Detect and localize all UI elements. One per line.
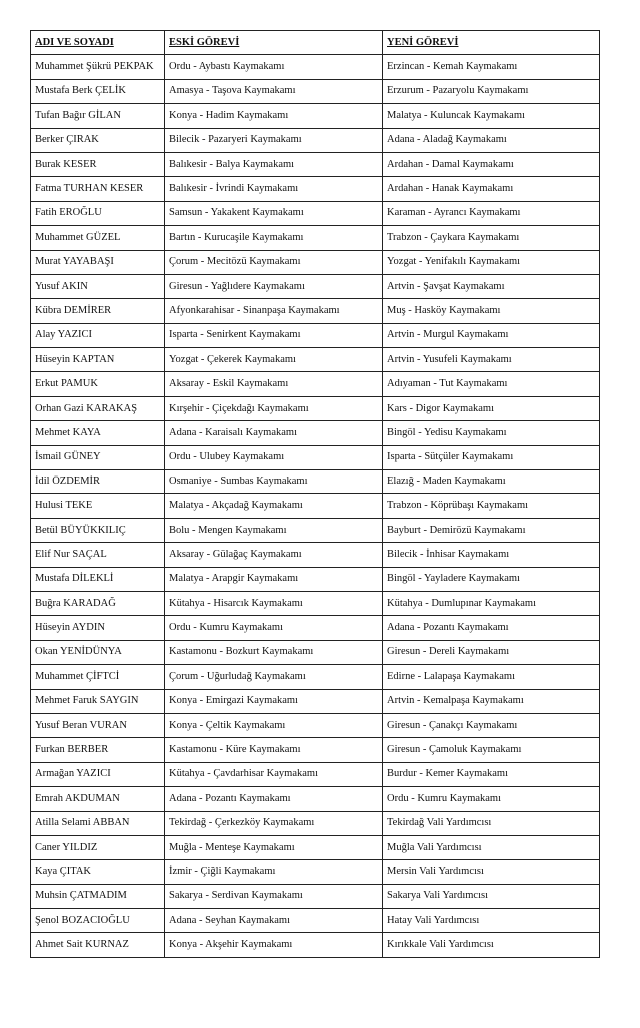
cell-old-position: Giresun - Yağlıdere Kaymakamı <box>165 274 383 298</box>
cell-new-position: Artvin - Şavşat Kaymakamı <box>383 274 600 298</box>
cell-name: Murat YAYABAŞI <box>31 250 165 274</box>
cell-name: Mustafa Berk ÇELİK <box>31 79 165 103</box>
table-row <box>31 299 600 323</box>
cell-new-position: Hatay Vali Yardımcısı <box>383 909 600 933</box>
cell-old-position: Konya - Akşehir Kaymakamı <box>165 933 383 957</box>
table-row <box>31 396 600 420</box>
cell-new-position: Bingöl - Yedisu Kaymakamı <box>383 421 600 445</box>
cell-name: Buğra KARADAĞ <box>31 591 165 615</box>
cell-new-position: Muş - Hasköy Kaymakamı <box>383 299 600 323</box>
cell-old-position: Isparta - Senirkent Kaymakamı <box>165 323 383 347</box>
table-row <box>31 445 600 469</box>
cell-name: Orhan Gazi KARAKAŞ <box>31 396 165 420</box>
cell-name: Betül BÜYÜKKILIÇ <box>31 518 165 542</box>
table-row <box>31 421 600 445</box>
cell-old-position: Afyonkarahisar - Sinanpaşa Kaymakamı <box>165 299 383 323</box>
cell-new-position: Erzurum - Pazaryolu Kaymakamı <box>383 79 600 103</box>
cell-name: Kaya ÇITAK <box>31 860 165 884</box>
table-row <box>31 640 600 664</box>
cell-name: Hüseyin KAPTAN <box>31 348 165 372</box>
cell-new-position: Tekirdağ Vali Yardımcısı <box>383 811 600 835</box>
cell-new-position: Erzincan - Kemah Kaymakamı <box>383 55 600 79</box>
table-row <box>31 323 600 347</box>
cell-old-position: Kastamonu - Küre Kaymakamı <box>165 738 383 762</box>
cell-old-position: Konya - Emirgazi Kaymakamı <box>165 689 383 713</box>
table-row <box>31 372 600 396</box>
table-row <box>31 787 600 811</box>
cell-new-position: Adana - Pozantı Kaymakamı <box>383 616 600 640</box>
cell-old-position: Yozgat - Çekerek Kaymakamı <box>165 348 383 372</box>
table-row <box>31 274 600 298</box>
cell-new-position: Mersin Vali Yardımcısı <box>383 860 600 884</box>
cell-old-position: İzmir - Çiğli Kaymakamı <box>165 860 383 884</box>
table-row <box>31 201 600 225</box>
cell-name: Mehmet KAYA <box>31 421 165 445</box>
table-header-row <box>31 31 600 55</box>
table-row <box>31 567 600 591</box>
table-row <box>31 494 600 518</box>
cell-old-position: Çorum - Mecitözü Kaymakamı <box>165 250 383 274</box>
cell-name: Muhammet GÜZEL <box>31 226 165 250</box>
cell-name: Fatma TURHAN KESER <box>31 177 165 201</box>
cell-new-position: Ordu - Kumru Kaymakamı <box>383 787 600 811</box>
cell-new-position: Kırıkkale Vali Yardımcısı <box>383 933 600 957</box>
table-row <box>31 128 600 152</box>
cell-name: İsmail GÜNEY <box>31 445 165 469</box>
cell-name: Elif Nur SAÇAL <box>31 543 165 567</box>
cell-name: Şenol BOZACIOĞLU <box>31 909 165 933</box>
cell-old-position: Adana - Seyhan Kaymakamı <box>165 909 383 933</box>
cell-old-position: Ordu - Kumru Kaymakamı <box>165 616 383 640</box>
table-row <box>31 689 600 713</box>
cell-new-position: Isparta - Sütçüler Kaymakamı <box>383 445 600 469</box>
cell-name: Kübra DEMİRER <box>31 299 165 323</box>
cell-new-position: Karaman - Ayrancı Kaymakamı <box>383 201 600 225</box>
cell-new-position: Sakarya Vali Yardımcısı <box>383 884 600 908</box>
table-row <box>31 933 600 957</box>
table-row <box>31 543 600 567</box>
cell-old-position: Kütahya - Hisarcık Kaymakamı <box>165 591 383 615</box>
table-row <box>31 226 600 250</box>
cell-name: Muhammet ÇİFTCİ <box>31 665 165 689</box>
cell-name: Ahmet Sait KURNAZ <box>31 933 165 957</box>
table-row <box>31 762 600 786</box>
cell-old-position: Kütahya - Çavdarhisar Kaymakamı <box>165 762 383 786</box>
cell-old-position: Çorum - Uğurludağ Kaymakamı <box>165 665 383 689</box>
cell-name: Hüseyin AYDIN <box>31 616 165 640</box>
table-row <box>31 55 600 79</box>
cell-name: Berker ÇIRAK <box>31 128 165 152</box>
cell-old-position: Malatya - Arapgir Kaymakamı <box>165 567 383 591</box>
header-name: ADI VE SOYADI <box>31 31 165 55</box>
cell-new-position: Bilecik - İnhisar Kaymakamı <box>383 543 600 567</box>
cell-name: Furkan BERBER <box>31 738 165 762</box>
table-row <box>31 152 600 176</box>
cell-new-position: Yozgat - Yenifakılı Kaymakamı <box>383 250 600 274</box>
table-row <box>31 616 600 640</box>
table-row <box>31 811 600 835</box>
table-row <box>31 835 600 859</box>
cell-name: Yusuf Beran VURAN <box>31 713 165 737</box>
cell-new-position: Trabzon - Çaykara Kaymakamı <box>383 226 600 250</box>
cell-new-position: Trabzon - Köprübaşı Kaymakamı <box>383 494 600 518</box>
cell-name: Muhsin ÇATMADIM <box>31 884 165 908</box>
cell-old-position: Kırşehir - Çiçekdağı Kaymakamı <box>165 396 383 420</box>
cell-name: Atilla Selami ABBAN <box>31 811 165 835</box>
table-row <box>31 860 600 884</box>
cell-new-position: Adıyaman - Tut Kaymakamı <box>383 372 600 396</box>
cell-old-position: Malatya - Akçadağ Kaymakamı <box>165 494 383 518</box>
header-new-position: YENİ GÖREVİ <box>383 31 600 55</box>
cell-new-position: Artvin - Yusufeli Kaymakamı <box>383 348 600 372</box>
table-row <box>31 738 600 762</box>
cell-old-position: Adana - Pozantı Kaymakamı <box>165 787 383 811</box>
cell-new-position: Bingöl - Yayladere Kaymakamı <box>383 567 600 591</box>
table-row <box>31 79 600 103</box>
cell-name: Muhammet Şükrü PEKPAK <box>31 55 165 79</box>
cell-new-position: Giresun - Çanakçı Kaymakamı <box>383 713 600 737</box>
cell-new-position: Ardahan - Damal Kaymakamı <box>383 152 600 176</box>
cell-new-position: Burdur - Kemer Kaymakamı <box>383 762 600 786</box>
cell-new-position: Muğla Vali Yardımcısı <box>383 835 600 859</box>
table-row <box>31 591 600 615</box>
cell-new-position: Ardahan - Hanak Kaymakamı <box>383 177 600 201</box>
cell-old-position: Konya - Hadim Kaymakamı <box>165 104 383 128</box>
cell-name: Tufan Bağır GİLAN <box>31 104 165 128</box>
cell-name: Alay YAZICI <box>31 323 165 347</box>
table-row <box>31 909 600 933</box>
cell-name: Fatih EROĞLU <box>31 201 165 225</box>
cell-new-position: Artvin - Murgul Kaymakamı <box>383 323 600 347</box>
cell-new-position: Giresun - Dereli Kaymakamı <box>383 640 600 664</box>
table-row <box>31 348 600 372</box>
cell-old-position: Aksaray - Eskil Kaymakamı <box>165 372 383 396</box>
table-row <box>31 518 600 542</box>
cell-name: Burak KESER <box>31 152 165 176</box>
cell-new-position: Kars - Digor Kaymakamı <box>383 396 600 420</box>
cell-old-position: Samsun - Yakakent Kaymakamı <box>165 201 383 225</box>
table-row <box>31 884 600 908</box>
cell-new-position: Elazığ - Maden Kaymakamı <box>383 470 600 494</box>
cell-new-position: Adana - Aladağ Kaymakamı <box>383 128 600 152</box>
table-row <box>31 713 600 737</box>
table-row <box>31 250 600 274</box>
cell-old-position: Ordu - Ulubey Kaymakamı <box>165 445 383 469</box>
cell-name: Hulusi TEKE <box>31 494 165 518</box>
cell-name: Armağan YAZICI <box>31 762 165 786</box>
cell-old-position: Balıkesir - Balya Kaymakamı <box>165 152 383 176</box>
cell-old-position: Aksaray - Gülağaç Kaymakamı <box>165 543 383 567</box>
cell-old-position: Konya - Çeltik Kaymakamı <box>165 713 383 737</box>
cell-name: Yusuf AKIN <box>31 274 165 298</box>
cell-new-position: Malatya - Kuluncak Kaymakamı <box>383 104 600 128</box>
cell-old-position: Sakarya - Serdivan Kaymakamı <box>165 884 383 908</box>
cell-old-position: Adana - Karaisalı Kaymakamı <box>165 421 383 445</box>
cell-old-position: Osmaniye - Sumbas Kaymakamı <box>165 470 383 494</box>
cell-new-position: Artvin - Kemalpaşa Kaymakamı <box>383 689 600 713</box>
cell-new-position: Edirne - Lalapaşa Kaymakamı <box>383 665 600 689</box>
cell-old-position: Kastamonu - Bozkurt Kaymakamı <box>165 640 383 664</box>
cell-old-position: Ordu - Aybastı Kaymakamı <box>165 55 383 79</box>
table-row <box>31 104 600 128</box>
cell-name: Emrah AKDUMAN <box>31 787 165 811</box>
header-old-position: ESKİ GÖREVİ <box>165 31 383 55</box>
cell-name: Okan YENİDÜNYA <box>31 640 165 664</box>
cell-name: Mehmet Faruk SAYGIN <box>31 689 165 713</box>
table-row <box>31 470 600 494</box>
cell-new-position: Bayburt - Demirözü Kaymakamı <box>383 518 600 542</box>
cell-new-position: Giresun - Çamoluk Kaymakamı <box>383 738 600 762</box>
cell-old-position: Muğla - Menteşe Kaymakamı <box>165 835 383 859</box>
cell-old-position: Tekirdağ - Çerkezköy Kaymakamı <box>165 811 383 835</box>
cell-old-position: Bilecik - Pazaryeri Kaymakamı <box>165 128 383 152</box>
cell-old-position: Bolu - Mengen Kaymakamı <box>165 518 383 542</box>
cell-old-position: Balıkesir - İvrindi Kaymakamı <box>165 177 383 201</box>
cell-new-position: Kütahya - Dumlupınar Kaymakamı <box>383 591 600 615</box>
table-row <box>31 665 600 689</box>
table-row <box>31 177 600 201</box>
cell-old-position: Amasya - Taşova Kaymakamı <box>165 79 383 103</box>
cell-old-position: Bartın - Kurucaşile Kaymakamı <box>165 226 383 250</box>
cell-name: Erkut PAMUK <box>31 372 165 396</box>
cell-name: İdil ÖZDEMİR <box>31 470 165 494</box>
appointments-table <box>30 30 600 958</box>
cell-name: Caner YILDIZ <box>31 835 165 859</box>
cell-name: Mustafa DİLEKLİ <box>31 567 165 591</box>
